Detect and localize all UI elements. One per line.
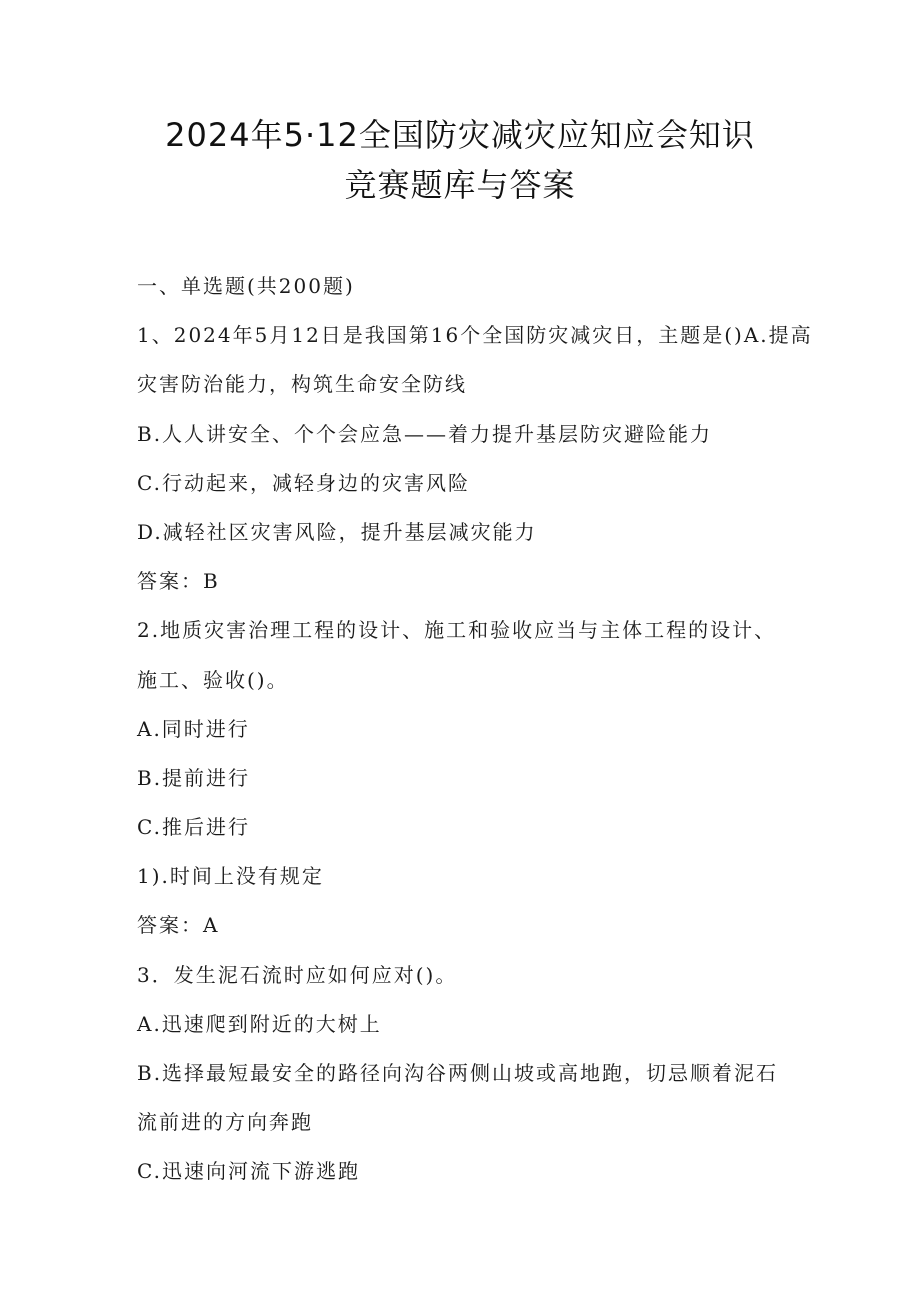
question-2-option-a: A.同时进行 bbox=[137, 716, 250, 741]
question-1-option-d: D.减轻社区灾害风险，提升基层减灾能力 bbox=[137, 519, 537, 544]
question-3-option-b-continued: 流前进的方向奔跑 bbox=[137, 1110, 313, 1135]
question-3-option-b: B.选择最短最安全的路径向沟谷两侧山坡或高地跑，切忌顺着泥石 bbox=[137, 1061, 779, 1085]
question-2-stem: 2.地质灾害治理工程的设计、施工和验收应当与主体工程的设计、 bbox=[137, 618, 777, 643]
question-1-option-c: C.行动起来，减轻身边的灾害风险 bbox=[137, 470, 470, 495]
document-title-line-1: 2024年5·12全国防灾减灾应知应会知识 bbox=[165, 116, 755, 154]
document-body bbox=[137, 266, 813, 1201]
question-1-option-b: B.人人讲安全、个个会应急——着力提升基层防灾避险能力 bbox=[137, 421, 713, 446]
question-2-option-c: C.推后进行 bbox=[137, 815, 250, 840]
question-1-stem-continued: 灾害防治能力，构筑生命安全防线 bbox=[137, 372, 467, 397]
document-title-line-2: 竞赛题库与答案 bbox=[344, 166, 576, 204]
question-2-answer: 答案：A bbox=[137, 913, 220, 938]
question-2-option-d: 1).时间上没有规定 bbox=[137, 864, 324, 889]
question-1-answer: 答案：B bbox=[137, 569, 220, 594]
section-heading: 一、单选题(共200题) bbox=[137, 274, 355, 298]
question-1-stem: 1、2024年5月12日是我国第16个全国防灾减灾日，主题是()A.提高 bbox=[137, 323, 813, 348]
question-3-option-c: C.迅速向河流下游逃跑 bbox=[137, 1159, 360, 1184]
question-2-option-b: B.提前进行 bbox=[137, 765, 251, 790]
question-2-stem-continued: 施工、验收()。 bbox=[137, 667, 289, 692]
question-3-stem: 3．发生泥石流时应如何应对()。 bbox=[137, 962, 458, 987]
question-3-option-a: A.迅速爬到附近的大树上 bbox=[137, 1011, 382, 1036]
